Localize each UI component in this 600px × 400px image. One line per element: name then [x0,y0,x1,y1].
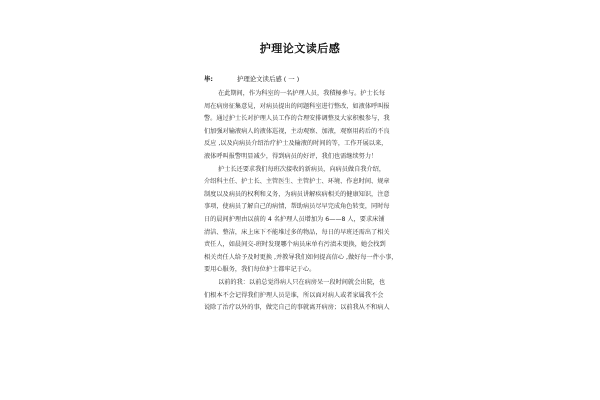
paragraph-3 [204,277,404,315]
document-subtitle: 护理论文读后感 ( 一 ) [237,75,300,83]
paragraph-line: 在此期间，作为科室的一名护理人员，我積極參与。护士长每 [218,90,386,97]
paragraph-line: 相关责任人给予及时更换 ,并教导我们如何提高信心 ,做好每一件小事， [204,253,398,261]
document-title: 护理论文读后感 [259,42,341,55]
paragraph-line: 警。通过护士长对护理人员工作的合理安排调整及大家积极参与，我 [204,115,390,123]
paragraph-line: 责任人，如晨间交-班时发现哪个病员床单有污渍未更换，她会找到 [204,241,386,249]
paragraph-line: 事项，使病员了解自己的病情，帮助病员尽早完成角色转变，同时每 [204,203,390,211]
paragraph-line: 日的晨间护理由以前的 4 名护理人员增加为 6——8 人，要求床铺 [204,215,385,223]
document-tag: 毕: [204,75,213,83]
paragraph-1 [204,88,404,164]
paragraph-line: 介绍科主任、护士长、主管医生、主管护士、环境、作息时间、规章 [204,178,390,186]
paragraph-line: 要用心服务，我们每位护士都牢记于心。 [204,266,316,274]
paragraph-line: 护士长还要求我们每班次接收的新病员，向病员做自我介绍， [218,165,386,173]
document-subtitle-row [204,74,299,83]
paragraph-line: 液体呼叫报警明显减少，得到病员的好评，我们也需继续努力！ [204,152,378,160]
document-body [204,88,404,315]
paragraph-line: 制度以及病员的权利和义务，为病员讲解疾病相关的健康知识，注意 [204,190,390,198]
paragraph-line: 以前的我：以前总觉得病人只在病房呆一段时间就会出院，也 [218,278,386,286]
paragraph-2 [204,164,404,277]
paragraph-line: 们根本不会记得我们护理人员是谁，所以面对病人或者家属我不会 [204,291,384,299]
paragraph-line: 清洁、整洁，床上床下不能堆过多的物品，每日的早班还需出了相关 [204,228,390,236]
paragraph-line: 说除了治疗以外的事，做完自己的事就离开病房；以前我从不和病人 [204,304,390,312]
paragraph-line: 反应 ,以及向病员介绍治疗护士及输液的时间的等，工作开展以来， [204,140,388,148]
paragraph-line: 周在病房征集意見，对病员提出的问题科室进行整改，如液体呼叫报 [204,102,390,110]
paragraph-line: 们加强对输液病人的液体巡视，主动观察、加液，观察用药后的不良 [204,127,390,135]
